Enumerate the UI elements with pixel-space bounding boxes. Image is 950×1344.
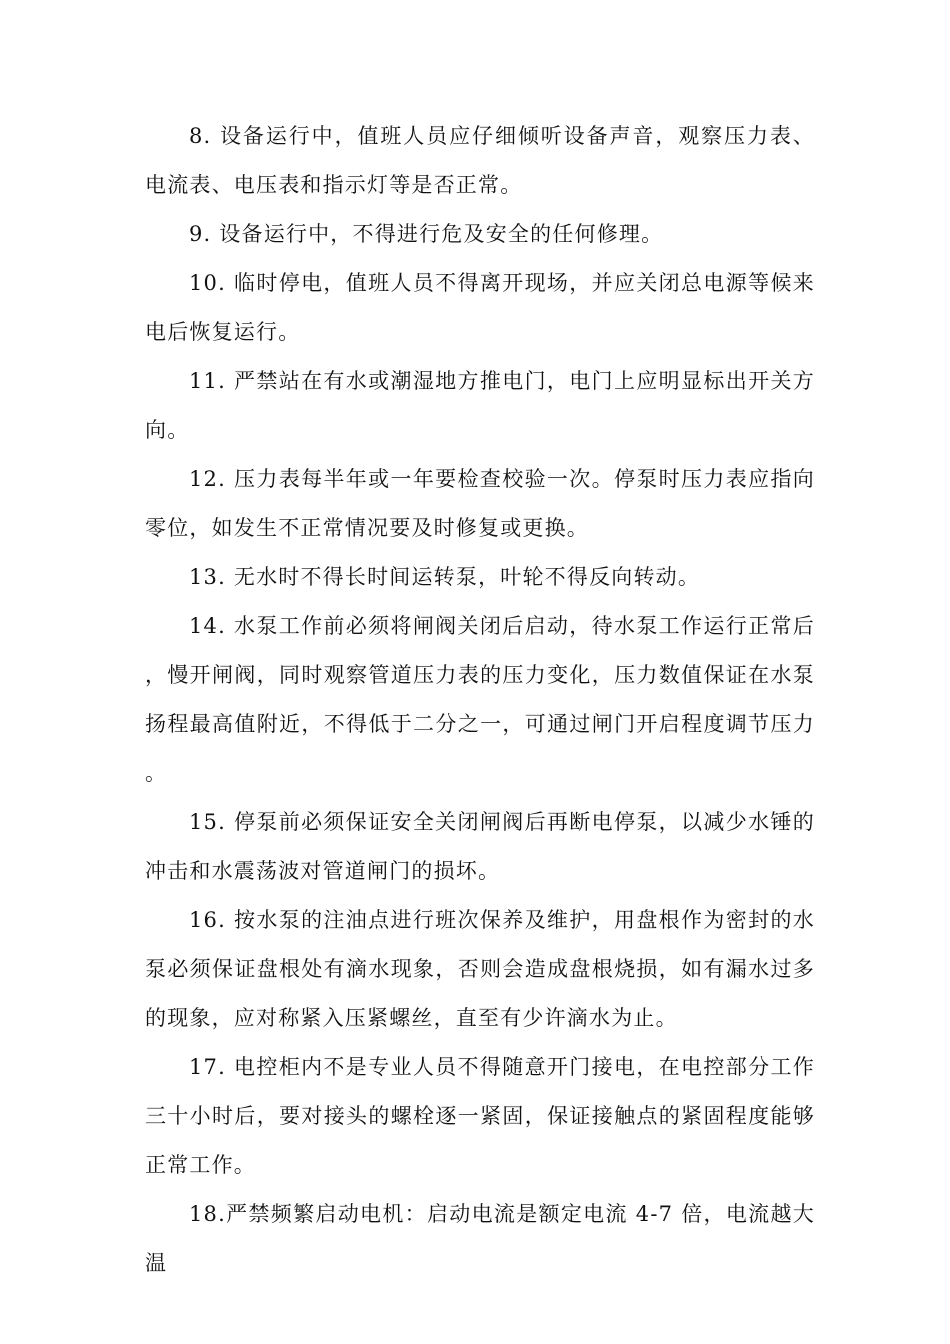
- paragraph-13: 13. 无水时不得长时间运转泵，叶轮不得反向转动。: [189, 565, 701, 589]
- paragraph-10: 10. 临时停电，值班人员不得离开现场，并应关闭总电源等候来电后恢复运行。: [145, 271, 815, 344]
- paragraph-14: 14. 水泵工作前必须将闸阀关闭后启动，待水泵工作运行正常后，慢开闸阀，同时观察管道压力表的压力变化，压力数值保证在水泵扬程最高值附近，不得低于二分之一，可通过闸门开启程度调节压力。: [145, 614, 815, 785]
- paragraph-9: 9. 设备运行中，不得进行危及安全的任何修理。: [189, 222, 664, 246]
- paragraph-18: 18.严禁频繁启动电机：启动电流是额定电流 4-7 倍，电流越大温: [145, 1202, 815, 1275]
- paragraph-17: 17. 电控柜内不是专业人员不得随意开门接电，在电控部分工作三十小时后，要对接头的螺栓逐一紧固，保证接触点的紧固程度能够正常工作。: [145, 1055, 815, 1177]
- paragraph-12: 12. 压力表每半年或一年要检查校验一次。停泵时压力表应指向零位，如发生不正常情况要及时修复或更换。: [145, 467, 815, 540]
- paragraph-15: 15. 停泵前必须保证安全关闭闸阀后再断电停泵，以减少水锤的冲击和水震荡波对管道闸门的损坏。: [145, 810, 815, 883]
- paragraph-8: 8. 设备运行中，值班人员应仔细倾听设备声音，观察压力表、电流表、电压表和指示灯等是否正常。: [145, 124, 815, 197]
- paragraph-11: 11. 严禁站在有水或潮湿地方推电门，电门上应明显标出开关方向。: [145, 369, 815, 442]
- document-body: [145, 112, 815, 1288]
- paragraph-16: 16. 按水泵的注油点进行班次保养及维护，用盘根作为密封的水泵必须保证盘根处有滴水现象，否则会造成盘根烧损，如有漏水过多的现象，应对称紧入压紧螺丝，直至有少许滴水为止。: [145, 908, 815, 1030]
